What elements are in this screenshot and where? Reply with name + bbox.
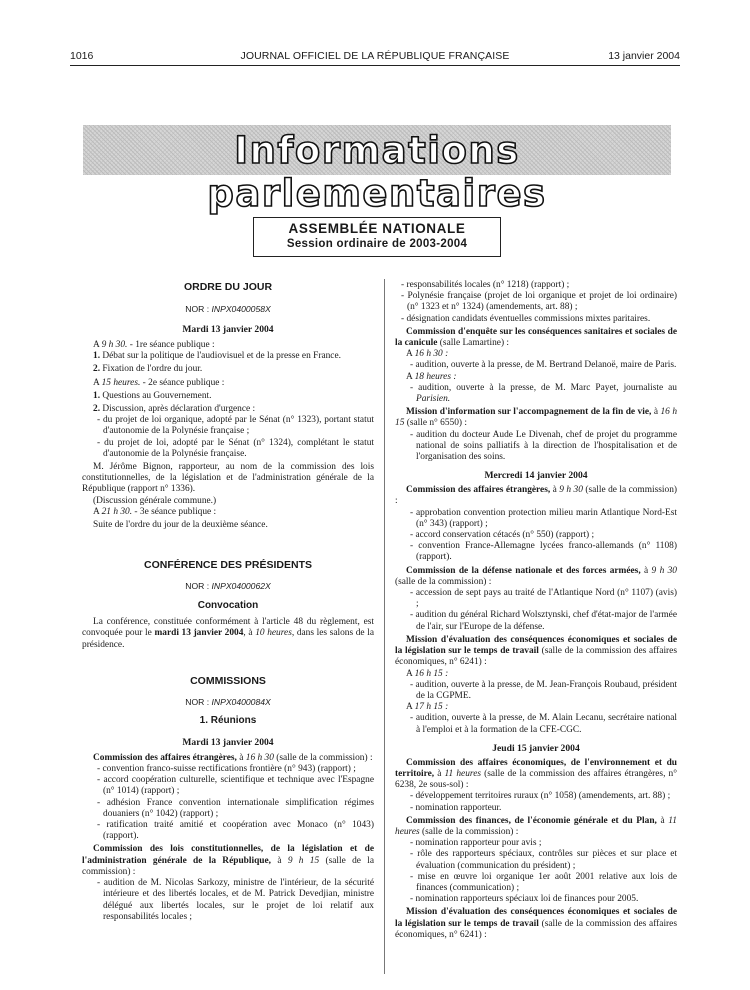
- list-item: - convention franco-suisse rectifications frontière (n° 943) (rapport) ;: [97, 764, 356, 775]
- day-heading: Mardi 13 janvier 2004: [182, 736, 274, 748]
- day-heading: Mercredi 14 janvier 2004: [484, 470, 588, 482]
- list-item: - audition du général Richard Wolsztynski, chef d'état-major de l'armée de l'air, sur l'Europe de la défense.: [410, 610, 677, 632]
- paragraph: A 16 h 30 :: [406, 349, 449, 360]
- list-item: - nomination rapporteur.: [410, 802, 502, 813]
- section-banner: [83, 125, 671, 215]
- paragraph: Commission des lois constitutionnelles, de la législation et de l'administration générale de la République, à 9 h 15 (salle de la commission) :: [82, 844, 374, 877]
- list-item: - audition de M. Nicolas Sarkozy, ministre de l'intérieur, de la sécurité intérieure et des libertés locales, et de M. Patrick Devedjian, ministre délégué aux libertés locales, sur le projet de loi relatif aux responsabilités locales ;: [97, 878, 374, 922]
- paragraph: Commission de la défense nationale et des forces armées, à 9 h 30 (salle de la commission) :: [395, 565, 677, 587]
- paragraph: 1. Débat sur la politique de l'audiovisuel et de la presse en France.: [93, 351, 341, 362]
- paragraph: Mission d'évaluation des conséquences économiques et sociales de la législation sur le temps de travail (salle de la commission des affaires économiques, n° 6241) :: [395, 634, 677, 668]
- list-item: - audition, ouverte à la presse, de M. Marc Payet, journaliste au Parisien.: [410, 382, 677, 405]
- list-item: - responsabilités locales (n° 1218) (rapport) ;: [401, 280, 570, 290]
- right-column: [395, 280, 677, 941]
- nor-ref: NOR : INPX0400084X: [185, 696, 271, 707]
- list-item: - rôle des rapporteurs spéciaux, contrôles sur pièces et sur place et évaluation (communication du président) ;: [410, 849, 677, 871]
- list-item: - accord conservation cétacés (n° 550) (rapport) ;: [410, 530, 595, 541]
- paragraph: A 9 h 30. - 1re séance publique :: [93, 340, 215, 350]
- paragraph: Commission des affaires étrangères, à 9 h 30 (salle de la commission) :: [395, 485, 678, 507]
- paragraph: Commission d'enquête sur les conséquences sanitaires et sociales de la canicule (salle Lamartine) :: [395, 326, 677, 349]
- assembly-box: [253, 217, 501, 257]
- section-heading-ordre: ORDRE DU JOUR: [183, 281, 273, 293]
- nor-ref: NOR : INPX0400062X: [185, 581, 271, 592]
- list-item: - du projet de loi, adopté par le Sénat (n° 1324), complétant le statut d'autonomie de la Polynésie française.: [97, 437, 374, 459]
- list-item: - accord coopération culturelle, scientifique et technique avec l'Espagne (n° 1014) (rapport) ;: [97, 775, 374, 797]
- assembly-name: ASSEMBLÉE NATIONALE: [288, 221, 466, 236]
- paragraph: Commission des affaires étrangères, à 16 h 30 (salle de la commission) :: [93, 752, 373, 763]
- paragraph: M. Jérôme Bignon, rapporteur, au nom de la commission des lois constitutionnelles, de la législation et de l'administration générale de la République (rapport n° 1336).: [82, 462, 374, 495]
- list-item: - accession de sept pays au traité de l'Atlantique Nord (n° 1107) (avis) ;: [410, 588, 677, 610]
- nor-ref: NOR : INPX0400058X: [185, 304, 271, 314]
- paragraph: A 17 h 15 :: [406, 702, 449, 713]
- day-heading: Jeudi 15 janvier 2004: [492, 742, 580, 754]
- section-heading-conference: CONFÉRENCE DES PRÉSIDENTS: [143, 559, 313, 572]
- list-item: - nomination rapporteurs spéciaux loi de finances pour 2005.: [410, 894, 639, 905]
- list-item: - désignation candidats éventuelles commissions mixtes paritaires.: [401, 313, 651, 324]
- paragraph: A 21 h 30. - 3e séance publique :: [93, 506, 217, 517]
- list-item: - approbation convention protection milieu marin Atlantique Nord-Est (n° 343) (rapport) ;: [410, 507, 677, 529]
- paragraph: A 18 heures :: [406, 371, 457, 382]
- list-item: - mise en œuvre loi organique 1er août 2001 relative aux lois de finances (communication) ;: [410, 871, 677, 893]
- list-item: - adhésion France convention internationale simplification régimes douaniers (n° 1042) (rapport) ;: [97, 797, 374, 819]
- paragraph: Mission d'information sur l'accompagnement de la fin de vie, à 16 h 15 (salle n° 6550) :: [395, 407, 677, 429]
- paragraph: Commission des affaires économiques, de l'environnement et du territoire, à 11 heures (salle de la commission des affaires étrangères, n° 6238, 2e sous-sol) :: [395, 757, 677, 791]
- list-item: - audition, ouverte à la presse, de M. Bertrand Delanoë, maire de Paris.: [410, 360, 677, 371]
- running-header: [70, 50, 680, 66]
- day-heading: Mardi 13 janvier 2004: [182, 324, 274, 335]
- column-divider: [384, 279, 385, 974]
- banner-title: Informations parlementaires: [207, 129, 547, 215]
- paragraph: A 16 h 15 :: [406, 668, 449, 679]
- list-item: - ratification traité amitié et coopération avec Monaco (n° 1043) (rapport).: [97, 820, 374, 842]
- paragraph: (Discussion générale commune.): [93, 495, 217, 506]
- header-rule: [70, 65, 680, 66]
- paragraph: Suite de l'ordre du jour de la deuxième séance.: [93, 520, 268, 531]
- paragraph: 2. Fixation de l'ordre du jour.: [93, 364, 203, 375]
- list-item: - nomination rapporteur pour avis ;: [410, 838, 542, 849]
- page-number: 1016: [70, 50, 94, 62]
- sub-heading-reunions: 1. Réunions: [199, 714, 257, 726]
- list-item: - Polynésie française (projet de loi organique et projet de loi ordinaire) (n° 1323 et n° 1324) (amendements, art. 88) ;: [401, 291, 677, 313]
- list-item: - du projet de loi organique, adopté par le Sénat (n° 1323), portant statut d'autonomie de la Polynésie française ;: [97, 415, 374, 437]
- list-item: - audition, ouverte à la presse, de M. Jean-François Roubaud, président de la CGPME.: [410, 679, 677, 701]
- list-item: - audition, ouverte à la presse, de M. Alain Lecanu, secrétaire national à l'emploi et à la formation de la CFE-CGC.: [410, 713, 677, 735]
- paragraph: 2. Discussion, après déclaration d'urgence :: [93, 404, 256, 415]
- list-item: - audition du docteur Aude Le Divenah, chef de projet du programme national de soins palliatifs à la direction de l'hospitalisation et de l'organisation des soins.: [410, 429, 677, 463]
- paragraph: Commission des finances, de l'économie générale et du Plan, à 11 heures (salle de la commission) :: [395, 815, 677, 837]
- list-item: - convention France-Allemagne lycées franco-allemands (n° 1108) (rapport).: [410, 541, 677, 563]
- section-heading-commissions: COMMISSIONS: [190, 674, 266, 687]
- sub-heading-convocation: Convocation: [197, 600, 259, 612]
- list-item: - développement territoires ruraux (n° 1058) (amendements, art. 88) ;: [410, 791, 671, 802]
- session-name: Session ordinaire de 2003-2004: [286, 238, 468, 250]
- journal-title: JOURNAL OFFICIEL DE LA RÉPUBLIQUE FRANÇAISE: [240, 50, 510, 62]
- paragraph: La conférence, constituée conformément à l'article 48 du règlement, est convoquée pour le mardi 13 janvier 2004, à 10 heures, dans les salons de la présidence.: [82, 617, 374, 650]
- paragraph: 1. Questions au Gouvernement.: [93, 390, 212, 401]
- paragraph: Mission d'évaluation des conséquences économiques et sociales de la législation sur le temps de travail (salle de la commission des affaires économiques, n° 6241) :: [395, 907, 677, 940]
- left-column: [82, 281, 374, 923]
- issue-date: 13 janvier 2004: [608, 50, 680, 62]
- paragraph: A 15 heures. - 2e séance publique :: [93, 377, 225, 388]
